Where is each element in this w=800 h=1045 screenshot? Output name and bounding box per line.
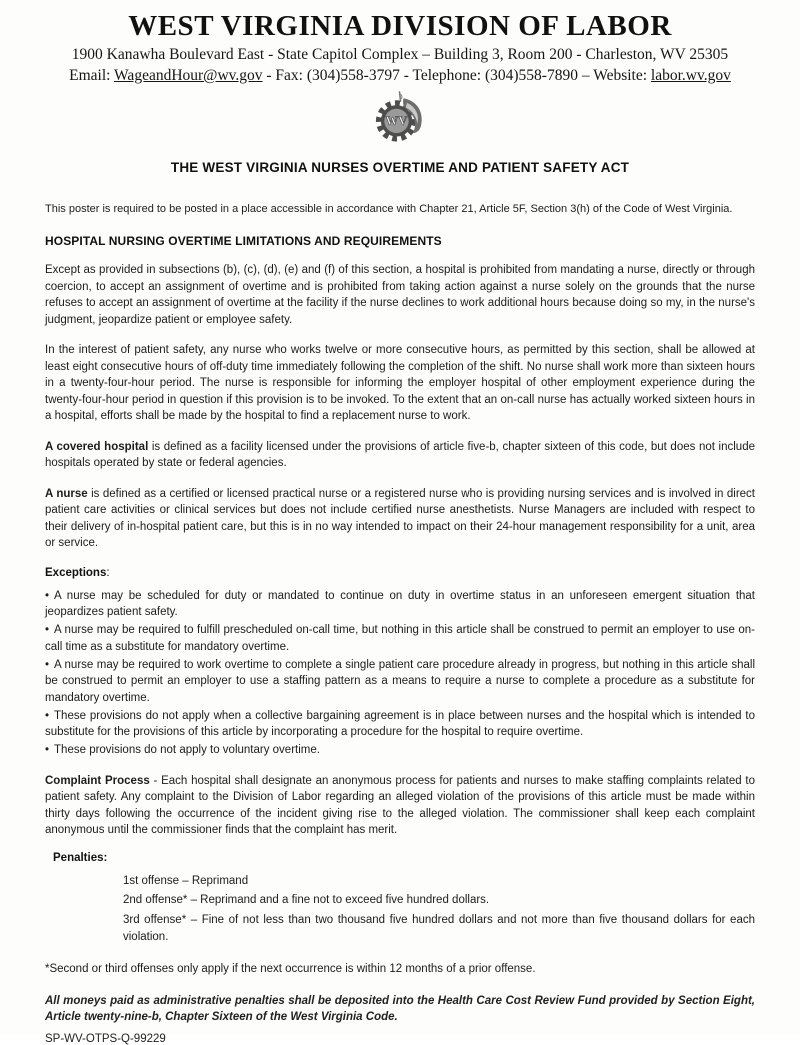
bullet-icon: •: [45, 658, 50, 671]
email-label: Email:: [69, 67, 115, 84]
penalty-item-first-offense: 1st offense – Reprimand: [123, 874, 249, 887]
email-link[interactable]: WageandHour@wv.gov: [114, 67, 263, 84]
penalties-list: [45, 873, 755, 946]
paragraph-nurse-definition: [45, 486, 755, 552]
agency-title: WEST VIRGINIA DIVISION OF LABOR: [128, 10, 672, 42]
contact-middle: - Fax: (304)558-3797 - Telephone: (304)558-7890 – Website:: [262, 67, 651, 84]
exception-item: [45, 708, 755, 741]
bullet-icon: •: [45, 744, 50, 756]
covered-hospital-lead: A covered hospital: [45, 440, 149, 453]
penalty-item-third-offense: 3rd offense* – Fine of not less than two thousand five hundred dollars and not more than five thousand dollars for each violation.: [123, 913, 755, 943]
exception-text: A nurse may be required to fulfill prescheduled on-call time, but nothing in this article shall be construed to permit an employer to use on-call time as a substitute for mandatory overtime.: [45, 624, 755, 653]
exceptions-label: Exceptions: [45, 566, 107, 579]
exception-item: [45, 657, 755, 707]
website-link[interactable]: labor.wv.gov: [650, 67, 731, 84]
logo-container: [45, 89, 755, 152]
nurse-text: is defined as a certified or licensed practical nurse or a registered nurse who is providing nursing services and is involved in direct patient care activities or clinical services but does not include certified nurse anesthetists. Nurse Managers are included with respect to their delivery of in-hospital patient care, but this is in no way intended to impact on their 24-hour management responsibility for a unit, area or service.: [45, 487, 755, 549]
paragraph-complaint-process: [45, 773, 755, 839]
section-heading: HOSPITAL NURSING OVERTIME LIMITATIONS AND REQUIREMENTS: [45, 234, 442, 248]
paragraph-covered-hospital: [45, 439, 755, 472]
exception-item: [45, 588, 755, 621]
paragraph-overtime-prohibition: Except as provided in subsections (b), (c), (d), (e) and (f) of this section, a hospital is prohibited from mandating a nurse, directly or through coercion, to accept an assignment of overtime and is prohibited from taking action against a nurse solely on the grounds that the nurse refuses to accept an assignment of overtime at the facility if the nurse declines to work additional hours because doing so my, in the nurse's judgment, jeopardize patient or employee safety.: [45, 264, 755, 326]
penalty-item-second-offense: 2nd offense* – Reprimand and a fine not to exceed five hundred dollars.: [123, 894, 490, 906]
complaint-process-lead: Complaint Process: [45, 774, 150, 787]
exception-text: These provisions do not apply to voluntary overtime.: [54, 744, 320, 756]
exceptions-heading: [45, 567, 755, 579]
exceptions-list: [45, 588, 755, 759]
covered-hospital-text: is defined as a facility licensed under the provisions of article five-b, chapter sixteen of this code, but does not include hospitals operated by state or federal agencies.: [45, 440, 755, 469]
exception-text: A nurse may be required to work overtime to complete a single patient care procedure already in progress, but nothing in this article shall be construed to permit an employer to use a staffing pattern as a means to require a nurse to complete a procedure as a substitute for mandatory overtime.: [45, 658, 755, 704]
paragraph-patient-safety: In the interest of patient safety, any nurse who works twelve or more consecutive hours, as permitted by this section, shall be allowed at least eight consecutive hours of off-duty time immediately following the completion of the shift. No nurse shall work more than sixteen hours in a twenty-four-hour period. The nurse is responsible for informing the employer hospital of other employment experience during the twenty-four-hour period in question if this provision is to be invoked. To the extent that an on-call nurse has actually worked sixteen hours in a hospital, efforts shall be made by the hospital to find a replacement nurse to work.: [45, 344, 755, 422]
exceptions-colon: :: [106, 566, 110, 579]
complaint-process-text: - Each hospital shall designate an anonymous process for patients and nurses to make staffing complaints related to patient safety. Any complaint to the Division of Labor regarding an alleged violation of the provisions of this article must be made within thirty days following the occurrence of the incident giving rise to the alleged violation. The commissioner shall keep each complaint anonymous until the commissioner finds that the complaint has merit.: [45, 774, 756, 836]
logo-letters: WV: [385, 113, 408, 128]
nurse-lead: A nurse: [45, 487, 88, 500]
agency-address: 1900 Kanawha Boulevard East - State Capitol Complex – Building 3, Room 200 - Charleston, WV 25305: [71, 46, 729, 63]
agency-contact-line: [45, 65, 755, 86]
exception-item: [45, 622, 755, 655]
act-title: THE WEST VIRGINIA NURSES OVERTIME AND PATIENT SAFETY ACT: [170, 160, 630, 175]
bullet-icon: •: [45, 709, 50, 722]
form-number: SP-WV-OTPS-Q-99229: [45, 1032, 166, 1045]
wv-division-of-labor-seal-icon: [371, 89, 429, 147]
exception-text: A nurse may be scheduled for duty or mandated to continue on duty in overtime status in an unforeseen emergent situation that jeopardizes patient safety.: [45, 589, 755, 618]
letterhead: [45, 8, 755, 86]
exception-item: [45, 742, 755, 759]
bullet-icon: •: [45, 624, 50, 636]
fund-deposit-note: All moneys paid as administrative penalties shall be deposited into the Health Care Cost Review Fund provided by Section Eight, Article twenty-nine-b, Chapter Sixteen of the West Virginia Code.: [45, 994, 755, 1023]
penalties-heading: Penalties:: [53, 851, 108, 864]
posting-requirement-note: This poster is required to be posted in a place accessible in accordance with Chapter 21, Article 5F, Section 3(h) of the Code of West Virginia.: [45, 203, 733, 215]
exception-text: These provisions do not apply when a collective bargaining agreement is in place between nurses and the hospital which is intended to substitute for the provisions of this article by incorporating a procedure for the hospital to require overtime.: [45, 709, 755, 738]
bullet-icon: •: [45, 589, 50, 602]
offense-footnote: *Second or third offenses only apply if the next occurrence is within 12 months of a prior offense.: [45, 962, 536, 975]
